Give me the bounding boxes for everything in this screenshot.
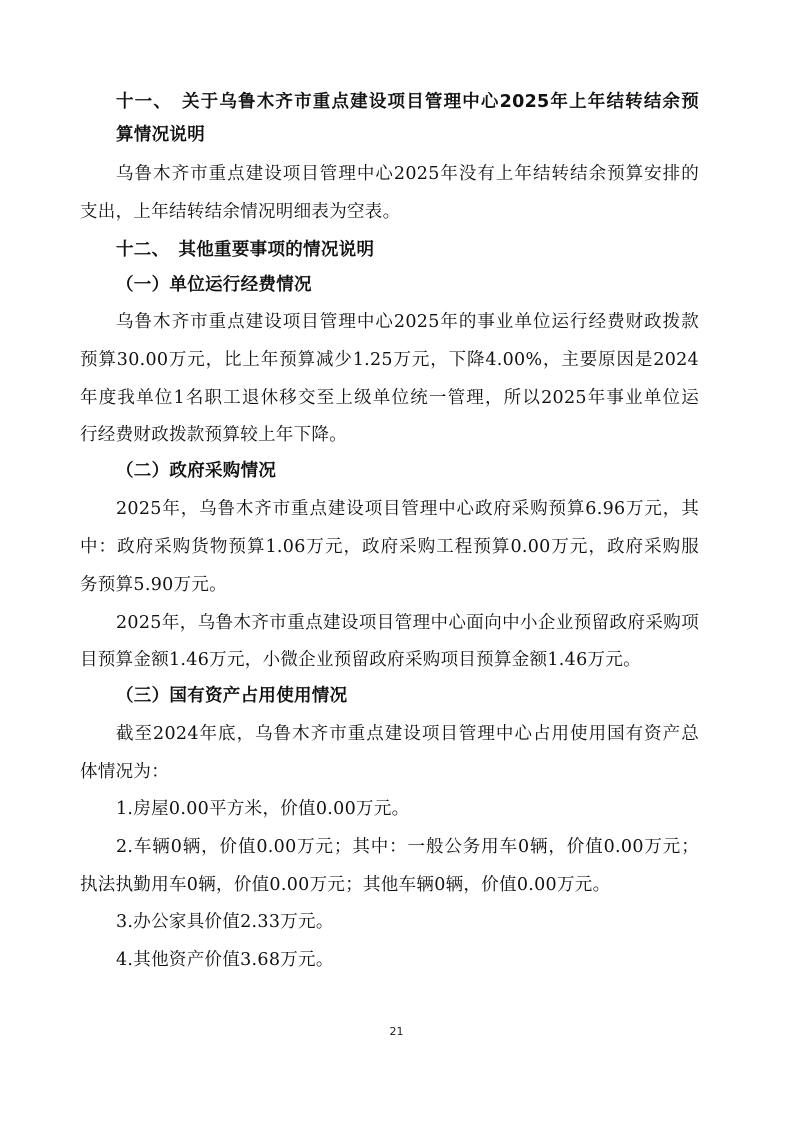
page-number: 21 [389,1025,404,1038]
section-12-heading: 十二、 其他重要事项的情况说明 [116,240,375,260]
asset-item-1: 1.房屋0.00平方米，价值0.00万元。 [116,799,410,819]
subsection-3-heading: （三）国有资产占用使用情况 [116,686,348,706]
subsection-1-line3: 年度我单位1名职工退休移交至上级单位统一管理，所以2025年事业单位运 [80,388,699,408]
subsection-2-p1-line2: 中：政府采购货物预算1.06万元，政府采购工程预算0.00万元，政府采购服 [80,537,699,557]
asset-item-3: 3.办公家具价值2.33万元。 [116,912,334,932]
subsection-1-line4: 行经费财政拨款预算较上年下降。 [80,425,347,445]
subsection-2-heading: （二）政府采购情况 [116,461,277,481]
subsection-2-p2-line1: 2025年，乌鲁木齐市重点建设项目管理中心面向中小企业预留政府采购项 [116,613,699,633]
subsection-1-line1: 乌鲁木齐市重点建设项目管理中心2025年的事业单位运行经费财政拨款 [116,312,699,332]
section-11-paragraph-line1: 乌鲁木齐市重点建设项目管理中心2025年没有上年结转结余预算安排的 [116,164,699,184]
subsection-2-p1-line3: 务预算5.90万元。 [80,575,227,595]
asset-item-4: 4.其他资产价值3.68万元。 [116,950,334,970]
subsection-2-p1-line1: 2025年，乌鲁木齐市重点建设项目管理中心政府采购预算6.96万元，其 [116,499,699,519]
subsection-1-line2: 预算30.00万元，比上年预算减少1.25万元，下降4.00%，主要原因是2024 [80,350,699,370]
section-11-heading-line2: 算情况说明 [116,125,205,145]
section-11-heading-line1: 十一、 关于乌鲁木齐市重点建设项目管理中心2025年上年结转结余预 [116,92,699,112]
subsection-3-p1-line2: 体情况为： [80,762,169,782]
asset-item-2-line1: 2.车辆0辆，价值0.00万元；其中：一般公务用车0辆，价值0.00万元； [116,837,699,857]
section-11-paragraph-line2: 支出，上年结转结余情况明细表为空表。 [80,202,401,222]
subsection-3-p1-line1: 截至2024年底，乌鲁木齐市重点建设项目管理中心占用使用国有资产总 [116,724,699,744]
subsection-1-heading: （一）单位运行经费情况 [116,275,312,295]
subsection-2-p2-line2: 目预算金额1.46万元，小微企业预留政府采购项目预算金额1.46万元。 [80,650,641,670]
asset-item-2-line2: 执法执勤用车0辆，价值0.00万元；其他车辆0辆，价值0.00万元。 [80,875,611,895]
